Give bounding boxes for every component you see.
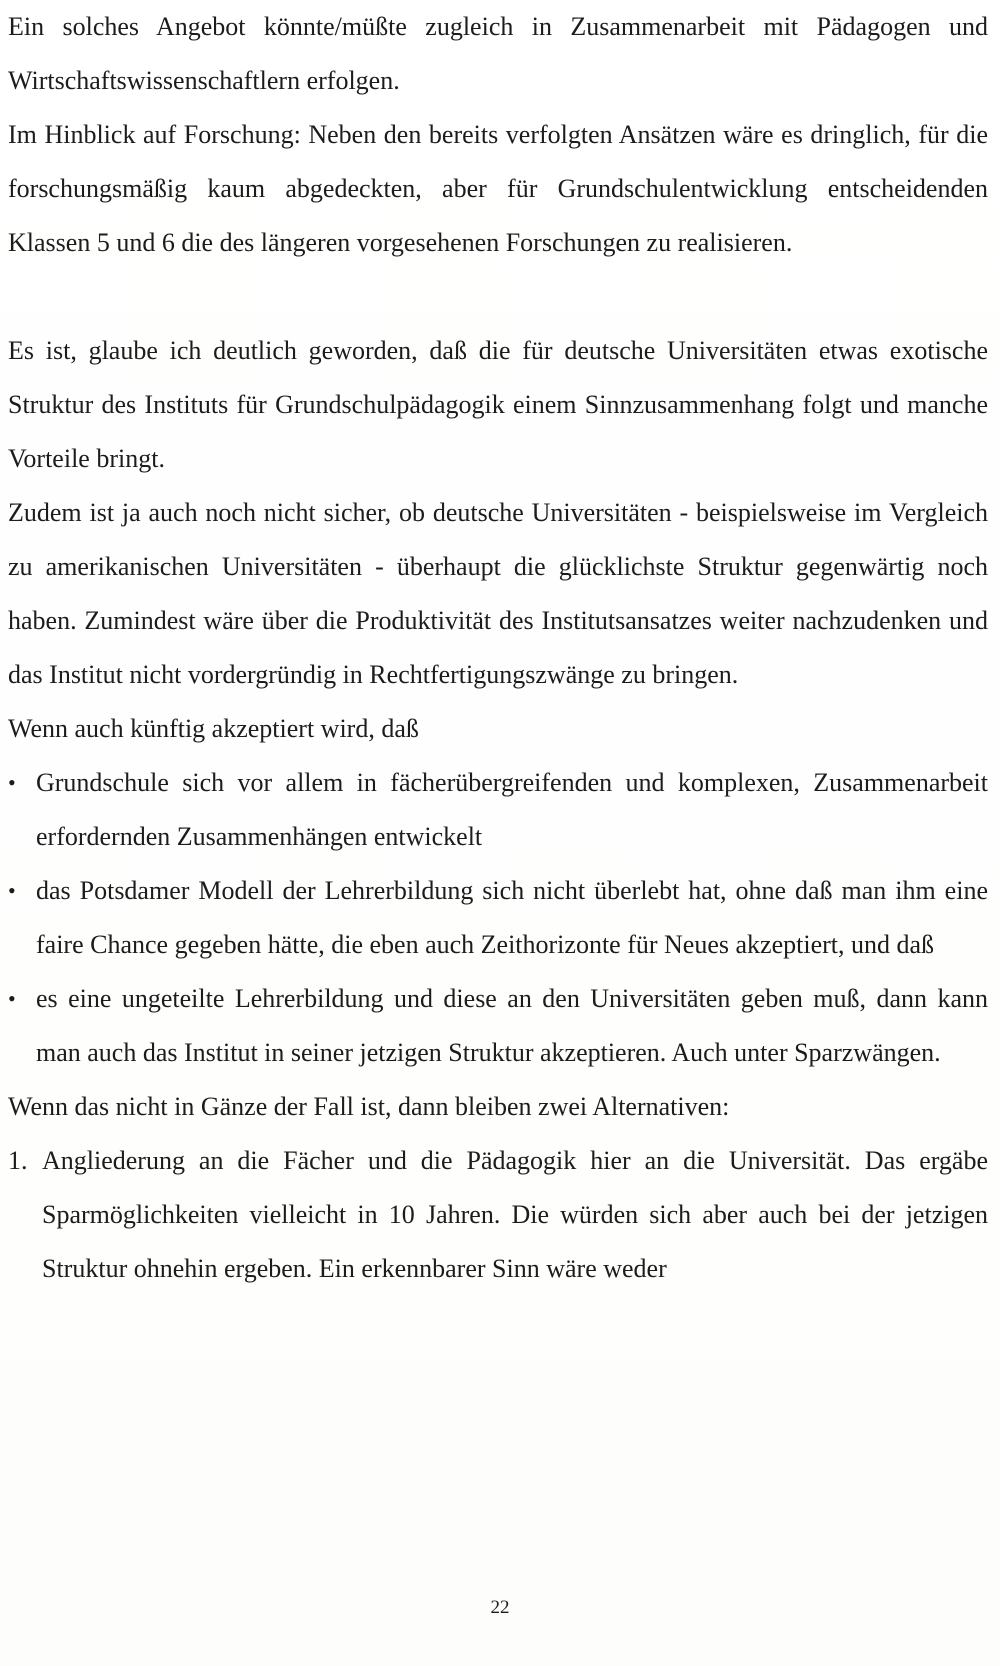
paragraph-university-comparison: Zudem ist ja auch noch nicht sicher, ob deutsche Universitäten - beispielsweise im Vergleich zu amerikanischen Universitäten - überhaupt die glücklichste Struktur gegenwärtig noch haben. Zumindest wäre über die Produktivität des Institutsansatzes weiter nachzudenken und das Institut nicht vordergründig in Rechtfertigungszwänge zu bringen.	[8, 498, 988, 689]
page-number: 22	[490, 1597, 510, 1618]
alternative-number: 1.	[8, 1146, 28, 1175]
list-item: • es eine ungeteilte Lehrerbildung und diese an den Universitäten geben muß, dann kann man auch das Institut in seiner jetzigen Struktur akzeptieren. Auch unter Sparzwängen.	[8, 972, 988, 1080]
alternative-text: Angliederung an die Fächer und die Pädagogik hier an die Universität. Das ergäbe Sparmöglichkeiten vielleicht in 10 Jahren. Die würden sich aber auch bei der jetzigen Struktur ohnehin ergeben. Ein erkennbarer Sinn wäre weder	[42, 1146, 988, 1283]
alternatives-list	[8, 1134, 988, 1296]
paragraph-spacer	[8, 270, 988, 324]
page-content	[8, 0, 988, 1296]
paragraph-research: Im Hinblick auf Forschung: Neben den bereits verfolgten Ansätzen wäre es dringlich, für die forschungsmäßig kaum abgedeckten, aber für Grundschulentwicklung entscheidenden Klassen 5 und 6 die des längeren vorgesehenen Forschungen zu realisieren.	[8, 120, 988, 257]
paragraph-alternatives-intro: Wenn das nicht in Gänze der Fall ist, dann bleiben zwei Alternativen:	[8, 1092, 730, 1121]
paragraph-conditions-intro: Wenn auch künftig akzeptiert wird, daß	[8, 714, 419, 743]
conditions-list	[8, 756, 988, 1080]
alternative-item	[8, 1134, 988, 1296]
paragraph-institute-structure: Es ist, glaube ich deutlich geworden, daß die für deutsche Universitäten etwas exotische Struktur des Instituts für Grundschulpädagogik einem Sinnzusammenhang folgt und manche Vorteile bringt.	[8, 336, 988, 473]
paragraph-cooperation: Ein solches Angebot könnte/müßte zugleich in Zusammenarbeit mit Pädagogen und Wirtschaftswissenschaftlern erfolgen.	[8, 12, 988, 95]
list-item: • das Potsdamer Modell der Lehrerbildung sich nicht überlebt hat, ohne daß man ihm eine faire Chance gegeben hätte, die eben auch Zeithorizonte für Neues akzeptiert, und daß	[8, 864, 988, 972]
list-item: • Grundschule sich vor allem in fächerübergreifenden und komplexen, Zusammenarbeit erfordernden Zusammenhängen entwickelt	[8, 756, 988, 864]
